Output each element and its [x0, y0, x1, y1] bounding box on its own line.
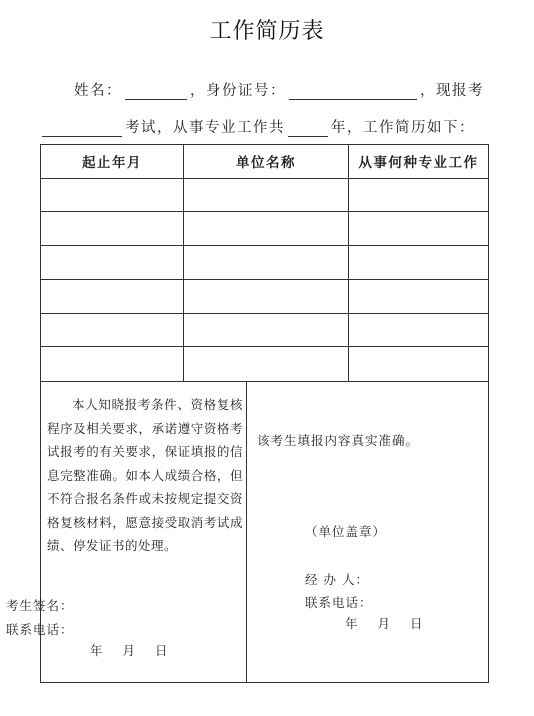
exam-name-blank[interactable]: [42, 120, 122, 137]
header-work-type: 从事何种专业工作: [349, 145, 488, 179]
candidate-sign-label: 考生签名：: [6, 598, 74, 613]
separator: ，: [420, 83, 436, 99]
separator: ，: [190, 83, 206, 99]
header-unit-name: 单位名称: [184, 145, 349, 179]
signature-section: [40, 381, 489, 683]
table-cell[interactable]: [349, 246, 488, 280]
table-cell[interactable]: [184, 347, 349, 381]
header-period: 起止年月: [41, 145, 184, 179]
name-blank[interactable]: [125, 83, 187, 100]
table-cell[interactable]: [184, 212, 349, 246]
unit-seal-label: （单位盖章）: [305, 524, 387, 539]
unit-confirmation-panel: [247, 381, 488, 682]
table-cell[interactable]: [184, 179, 349, 213]
table-cell[interactable]: [41, 179, 184, 213]
unit-confirm-text: 该考生填报内容真实准确。: [257, 433, 420, 448]
candidate-phone-label: 联系电话：: [6, 622, 74, 637]
table-cell[interactable]: [41, 280, 184, 314]
table-cell[interactable]: [349, 212, 488, 246]
unit-phone-label: 联系电话：: [305, 595, 373, 610]
table-cell[interactable]: [41, 212, 184, 246]
table-cell[interactable]: [349, 179, 488, 213]
name-label: 姓名：: [74, 83, 122, 99]
table-cell[interactable]: [41, 347, 184, 381]
table-cell[interactable]: [41, 314, 184, 348]
table-cell[interactable]: [184, 314, 349, 348]
id-number-blank[interactable]: [289, 83, 417, 100]
work-history-table: [40, 144, 489, 382]
table-cell[interactable]: [349, 314, 488, 348]
exam-label: 考试，从事专业工作共: [125, 120, 285, 136]
handler-label: 经 办 人：: [305, 572, 369, 587]
table-cell[interactable]: [41, 246, 184, 280]
candidate-declaration: 本人知晓报考条件、资格复核程序及相关要求，承诺遵守资格考试报考的有关要求，保证填报的信息完整准确。如本人成绩合格，但不符合报名条件或未按规定提交资格复核材料，愿意接受取消考试成绩、停发证书的处理。: [47, 397, 243, 553]
unit-date-label: 年 月 日: [345, 616, 424, 631]
intro-line-2: [42, 116, 475, 137]
id-label: 身份证号：: [206, 83, 286, 99]
table-cell[interactable]: [184, 280, 349, 314]
candidate-date-label: 年 月 日: [90, 643, 169, 658]
form-title: 工作简历表: [209, 19, 325, 44]
years-blank[interactable]: [288, 120, 328, 137]
table-cell[interactable]: [184, 246, 349, 280]
table-cell[interactable]: [349, 347, 488, 381]
year-label: 年，工作简历如下：: [331, 120, 475, 136]
intro-line-1: [74, 79, 484, 100]
table-cell[interactable]: [349, 280, 488, 314]
apply-label: 现报考: [436, 83, 484, 99]
